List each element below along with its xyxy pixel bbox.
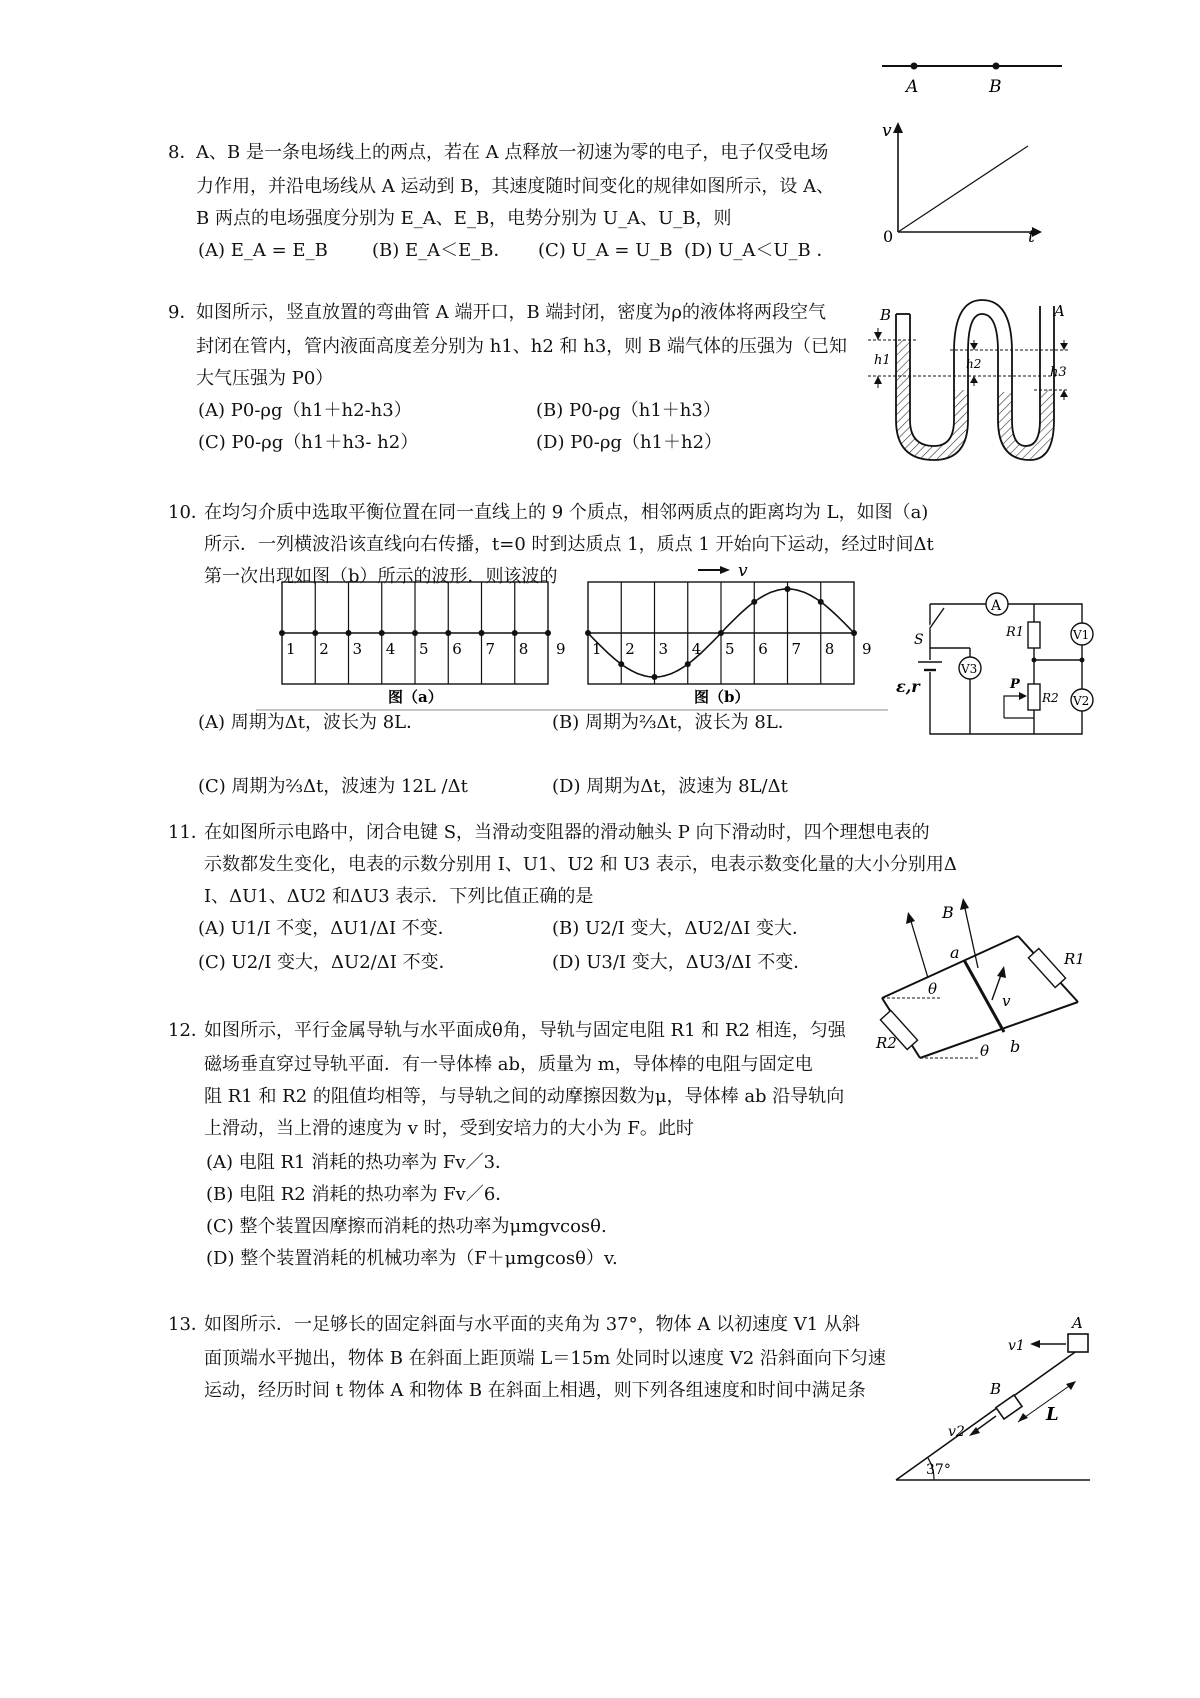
q11-r2-label: R2 bbox=[1042, 691, 1059, 705]
q11-option-a[interactable]: (A) U1/I 不变，ΔU1/ΔI 不变． bbox=[198, 918, 456, 939]
q12-r2-label: R2 bbox=[876, 1034, 897, 1052]
q11-r1-label: R1 bbox=[1006, 625, 1025, 640]
q10-figure-a-dot-6 bbox=[445, 630, 451, 636]
q10-figure-a-dot-4 bbox=[379, 630, 385, 636]
q8-option-b[interactable]: (B) E_A＜E_B． bbox=[372, 240, 512, 261]
q10-figure-b-dot-9 bbox=[851, 630, 857, 636]
q10-number: 10． bbox=[168, 502, 209, 523]
q12-rod-end-a-label: a bbox=[950, 943, 960, 962]
q10-option-b[interactable]: (B) 周期为⅔Δt，波长为 8L． bbox=[552, 712, 796, 733]
q10-figure-b-point-3: 3 bbox=[658, 640, 669, 658]
q12-theta-lower-label: θ bbox=[980, 1042, 990, 1060]
q13-angle-label: 37° bbox=[926, 1462, 951, 1478]
q10-figure-b-point-4: 4 bbox=[691, 640, 702, 658]
q9-closed-end-label: B bbox=[880, 306, 892, 324]
q11-circuit-figure bbox=[896, 584, 1090, 744]
q11-v3-label: V3 bbox=[961, 662, 978, 676]
q9-line-2: 封闭在管内，管内液面高度差分别为 h1、h2 和 h3，则 B 端气体的压强为（已知 bbox=[196, 336, 847, 357]
q11-line-1: 在如图所示电路中，闭合电键 S，当滑动变阻器的滑动触头 P 向下滑动时，四个理想电表的 bbox=[204, 822, 930, 843]
q10-figure-a-dot-3 bbox=[346, 630, 352, 636]
q10-figure-b-point-8: 8 bbox=[824, 640, 835, 658]
q10-option-c[interactable]: (C) 周期为⅔Δt，波速为 12L /Δt bbox=[198, 776, 468, 797]
q11-v2-label: V2 bbox=[1073, 694, 1090, 708]
q12-line-1: 如图所示，平行金属导轨与水平面成θ角，导轨与固定电阻 R1 和 R2 相连，匀强 bbox=[204, 1020, 846, 1041]
q12-line-2: 磁场垂直穿过导轨平面．有一导体棒 ab，质量为 m，导体棒的电阻与固定电 bbox=[204, 1054, 813, 1075]
q12-theta-upper-label: θ bbox=[928, 980, 938, 998]
q13-incline-figure bbox=[890, 1312, 1100, 1492]
q13-length-label: L bbox=[1046, 1404, 1059, 1425]
q9-open-end-label: A bbox=[1054, 302, 1065, 320]
q11-resistor-r2 bbox=[1028, 684, 1040, 710]
q13-v2-label: v2 bbox=[948, 1424, 965, 1440]
q13-block-a bbox=[1068, 1334, 1088, 1352]
q12-velocity-label: v bbox=[1002, 992, 1011, 1010]
q11-ammeter-label: A bbox=[991, 598, 1002, 614]
q10-figure-b-point-7: 7 bbox=[791, 640, 802, 658]
q10-figure-a-point-5: 5 bbox=[419, 640, 429, 658]
q10-caption-a: 图（a） bbox=[388, 688, 443, 706]
q11-option-c[interactable]: (C) U2/I 变大，ΔU2/ΔI 不变． bbox=[198, 952, 457, 973]
q8-number: 8． bbox=[168, 142, 198, 163]
q11-switch-label: S bbox=[914, 632, 924, 648]
q10-figure-a-dot-2 bbox=[312, 630, 318, 636]
q10-figure-a-point-2: 2 bbox=[319, 640, 329, 658]
q10-figure-b-dot-3 bbox=[652, 674, 658, 680]
q12-r1-label: R1 bbox=[1064, 950, 1085, 968]
q13-line-2: 面顶端水平抛出，物体 B 在斜面上距顶端 L＝15m 处同时以速度 V2 沿斜面向下匀速 bbox=[204, 1348, 886, 1369]
q9-option-c[interactable]: (C) P0-ρg（h1＋h3- h2） bbox=[198, 432, 419, 453]
q10-caption-b: 图（b） bbox=[694, 688, 750, 706]
q13-line-1: 如图所示．一足够长的固定斜面与水平面的夹角为 37°，物体 A 以初速度 V1 从斜 bbox=[204, 1314, 860, 1335]
q8-v-axis-label: v bbox=[882, 121, 892, 141]
q12-resistor-r1 bbox=[1028, 948, 1065, 987]
q9-h2-label: h2 bbox=[966, 357, 982, 371]
q10-figure-a-point-3: 3 bbox=[352, 640, 363, 658]
q8-field-line-figure bbox=[878, 52, 1068, 97]
q12-line-4: 上滑动，当上滑的速度为 v 时，受到安培力的大小为 F。此时 bbox=[204, 1118, 694, 1139]
q13-line-3: 运动，经历时间 t 物体 A 和物体 B 在斜面上相遇，则下列各组速度和时间中满足条 bbox=[204, 1380, 866, 1401]
q13-block-a-label: A bbox=[1072, 1314, 1083, 1332]
q10-figure-a-dot-7 bbox=[479, 630, 485, 636]
q11-line-2: 示数都发生变化，电表的示数分别用 I、U1、U2 和 U3 表示，电表示数变化量的大小分别用Δ bbox=[204, 854, 957, 875]
q8-option-d[interactable]: (D) U_A＜U_B ． bbox=[684, 240, 835, 261]
q12-number: 12． bbox=[168, 1020, 209, 1041]
q10-option-a[interactable]: (A) 周期为Δt，波长为 8L． bbox=[198, 712, 425, 733]
q8-velocity-time-graph bbox=[878, 114, 1058, 247]
q10-figure-b-point-5: 5 bbox=[725, 640, 735, 658]
q9-bent-tube-figure bbox=[858, 300, 1068, 470]
q11-line-3: I、ΔU1、ΔU2 和ΔU3 表示．下列比值正确的是 bbox=[204, 886, 594, 907]
q10-figure-b-point-6: 6 bbox=[758, 640, 768, 658]
q9-option-a[interactable]: (A) P0-ρg（h1＋h2-h3） bbox=[198, 400, 412, 421]
q10-figure-b-dot-2 bbox=[618, 661, 624, 667]
q9-number: 9． bbox=[168, 302, 198, 323]
q11-slider-label: P bbox=[1010, 677, 1020, 692]
q10-line-3: 第一次出现如图（b）所示的波形．则该波的 bbox=[204, 566, 558, 587]
q11-option-d[interactable]: (D) U3/I 变大，ΔU3/ΔI 不变． bbox=[552, 952, 812, 973]
q8-line-1: A、B 是一条电场线上的两点，若在 A 点释放一初速为零的电子，电子仅受电场 bbox=[196, 142, 829, 163]
q10-figure-a-point-6: 6 bbox=[452, 640, 462, 658]
q8-line-2: 力作用，并沿电场线从 A 运动到 B，其速度随时间变化的规律如图所示，设 A、 bbox=[196, 176, 835, 197]
q12-option-d[interactable]: (D) 整个装置消耗的机械功率为（F＋μmgcosθ）v. bbox=[206, 1248, 618, 1269]
q11-v1-label: V1 bbox=[1073, 628, 1090, 642]
q10-figure-a-dot-9 bbox=[545, 630, 551, 636]
q12-option-b[interactable]: (B) 电阻 R2 消耗的热功率为 Fv／6． bbox=[206, 1184, 514, 1205]
q9-option-d[interactable]: (D) P0-ρg（h1＋h2） bbox=[536, 432, 723, 453]
q12-option-a[interactable]: (A) 电阻 R1 消耗的热功率为 Fv／3． bbox=[206, 1152, 514, 1173]
q9-line-1: 如图所示，竖直放置的弯曲管 A 端开口，B 端封闭，密度为ρ的液体将两段空气 bbox=[196, 302, 826, 323]
q10-figure-a-point-8: 8 bbox=[518, 640, 529, 658]
q10-figure-a-point-7: 7 bbox=[485, 640, 496, 658]
q13-block-b-label: B bbox=[990, 1380, 1002, 1398]
q10-figure-a-dot-8 bbox=[512, 630, 518, 636]
q10-figure-b-point-9: 9 bbox=[862, 640, 872, 658]
q10-figure-a-dot-5 bbox=[412, 630, 418, 636]
q10-wave-figure bbox=[268, 561, 908, 710]
q12-rod-end-b-label: b bbox=[1010, 1037, 1021, 1056]
q10-figure-b-dot-1 bbox=[585, 630, 591, 636]
q10-figure-a-dot-1 bbox=[279, 630, 285, 636]
q8-option-a[interactable]: (A) E_A = E_B bbox=[198, 240, 328, 261]
q11-number: 11． bbox=[168, 822, 209, 843]
q11-option-b[interactable]: (B) U2/I 变大，ΔU2/ΔI 变大． bbox=[552, 918, 811, 939]
q10-figure-a-point-4: 4 bbox=[385, 640, 396, 658]
q10-figure-b-point-1: 1 bbox=[592, 640, 602, 658]
q13-v1-label: v1 bbox=[1008, 1338, 1025, 1354]
q13-block-b bbox=[996, 1395, 1022, 1419]
q8-point-b-label: B bbox=[989, 77, 1002, 97]
q9-option-b[interactable]: (B) P0-ρg（h1＋h3） bbox=[536, 400, 721, 421]
q11-resistor-r1 bbox=[1028, 622, 1040, 648]
q8-origin-label: 0 bbox=[883, 227, 894, 246]
q12-line-3: 阻 R1 和 R2 的阻值均相等，与导轨之间的动摩擦因数为μ，导体棒 ab 沿导轨向 bbox=[204, 1086, 845, 1107]
q12-rail-figure bbox=[868, 888, 1088, 1078]
q9-h1-label: h1 bbox=[874, 353, 891, 368]
q10-velocity-label: v bbox=[738, 561, 748, 581]
q10-line-1: 在均匀介质中选取平衡位置在同一直线上的 9 个质点，相邻两质点的距离均为 L，如图（a) bbox=[204, 502, 929, 523]
q8-point-a-label: A bbox=[906, 77, 919, 97]
q10-figure-b-dot-4 bbox=[685, 661, 691, 667]
q9-h3-label: h3 bbox=[1050, 365, 1067, 380]
q12-b-field-label: B bbox=[942, 903, 954, 922]
q10-line-2: 所示．一列横波沿该直线向右传播，t=0 时到达质点 1，质点 1 开始向下运动，经过时间Δt bbox=[204, 534, 934, 555]
q10-figure-a-point-9: 9 bbox=[556, 640, 566, 658]
q9-line-3: 大气压强为 P0） bbox=[196, 368, 334, 389]
q10-figure-a-point-1: 1 bbox=[286, 640, 296, 658]
q10-option-d[interactable]: (D) 周期为Δt，波速为 8L/Δt bbox=[552, 776, 788, 797]
q13-number: 13． bbox=[168, 1314, 209, 1335]
q10-figure-b-dot-5 bbox=[718, 630, 724, 636]
q12-option-c[interactable]: (C) 整个装置因摩擦而消耗的热功率为μmgvcosθ. bbox=[206, 1216, 607, 1237]
q8-option-c[interactable]: (C) U_A = U_B bbox=[538, 240, 673, 261]
q8-line-3: B 两点的电场强度分别为 E_A、E_B，电势分别为 U_A、U_B，则 bbox=[196, 208, 732, 229]
q8-t-axis-label: t bbox=[1028, 227, 1035, 247]
q10-figure-b-point-2: 2 bbox=[625, 640, 635, 658]
q10-figure-b-dot-7 bbox=[785, 586, 791, 592]
q10-figure-b-dot-8 bbox=[818, 599, 824, 605]
q10-figure-b-dot-6 bbox=[751, 599, 757, 605]
q11-source-label: ε,r bbox=[896, 677, 920, 696]
